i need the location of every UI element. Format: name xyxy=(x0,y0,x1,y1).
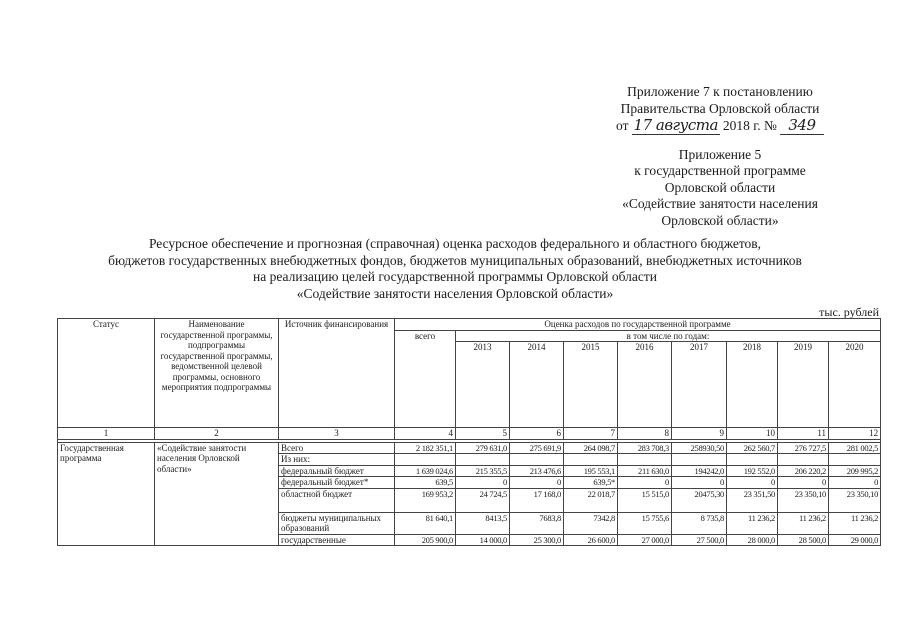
source-cell: государственные xyxy=(279,534,395,546)
value-cell: 192 552,0 xyxy=(727,465,778,477)
year-2014: 2014 xyxy=(510,342,564,428)
colnum-12: 12 xyxy=(829,428,881,440)
unit-label: тыс. рублей xyxy=(819,305,879,319)
value-cell: 8 735,8 xyxy=(672,512,727,534)
value-cell: 0 xyxy=(829,477,881,489)
value-cell xyxy=(727,454,778,466)
value-cell: 28 000,0 xyxy=(727,534,778,546)
value-cell: 23 350,10 xyxy=(778,488,829,512)
value-cell: 0 xyxy=(727,477,778,489)
source-cell: Из них: xyxy=(279,454,395,466)
year-2020: 2020 xyxy=(829,342,881,428)
value-cell: 639,5 xyxy=(395,477,456,489)
header-status: Статус xyxy=(58,319,155,428)
colnum-10: 10 xyxy=(727,428,778,440)
value-cell: 27 500,0 xyxy=(672,534,727,546)
document-title xyxy=(40,236,870,302)
year-2015: 2015 xyxy=(564,342,618,428)
value-cell: 25 300,0 xyxy=(510,534,564,546)
source-cell: федеральный бюджет* xyxy=(279,477,395,489)
value-cell: 0 xyxy=(778,477,829,489)
title-line4: «Содействие занятости населения Орловской области» xyxy=(296,285,614,301)
title-line3: на реализацию целей государственной программы Орловской области xyxy=(253,269,657,284)
date-year: 2018 г. № xyxy=(722,118,777,133)
source-cell: областной бюджет xyxy=(279,488,395,512)
value-cell: 26 600,0 xyxy=(564,534,618,546)
source-cell: бюджеты муниципальных образований xyxy=(279,512,395,534)
value-cell: 17 168,0 xyxy=(510,488,564,512)
title-line2: бюджетов государственных внебюджетных фондов, бюджетов муниципальных образований, внебюджетных источников xyxy=(108,252,802,268)
handwritten-date: 17 августа xyxy=(633,116,718,134)
value-cell: 27 000,0 xyxy=(618,534,672,546)
colnum-4: 4 xyxy=(395,428,456,440)
colnum-8: 8 xyxy=(618,428,672,440)
value-cell: 29 000,0 xyxy=(829,534,881,546)
appendix5-line5: Орловской области» xyxy=(661,212,779,228)
value-cell xyxy=(778,454,829,466)
value-cell: 11 236,2 xyxy=(727,512,778,534)
status-cell: Государственная программа xyxy=(58,442,155,546)
value-cell: 28 500,0 xyxy=(778,534,829,546)
header-estimate: Оценка расходов по государственной программе xyxy=(395,319,881,331)
source-cell: федеральный бюджет xyxy=(279,465,395,477)
value-cell: 213 476,6 xyxy=(510,465,564,477)
colnum-6: 6 xyxy=(510,428,564,440)
value-cell: 211 630,0 xyxy=(618,465,672,477)
value-cell xyxy=(564,454,618,466)
value-cell: 2 182 351,1 xyxy=(395,442,456,454)
value-cell: 81 640,1 xyxy=(395,512,456,534)
value-cell: 195 553,1 xyxy=(564,465,618,477)
value-cell: 205 900,0 xyxy=(395,534,456,546)
value-cell: 1 639 024,6 xyxy=(395,465,456,477)
year-2013: 2013 xyxy=(456,342,510,428)
column-number-row xyxy=(58,428,881,440)
date-prefix: от xyxy=(616,118,629,133)
handwritten-number: 349 xyxy=(780,117,824,135)
value-cell: 0 xyxy=(456,477,510,489)
year-2016: 2016 xyxy=(618,342,672,428)
appendix5-line1: Приложение 5 xyxy=(678,146,762,162)
value-cell: 23 351,50 xyxy=(727,488,778,512)
value-cell xyxy=(510,454,564,466)
year-2019: 2019 xyxy=(778,342,829,428)
table-row xyxy=(58,442,881,454)
colnum-9: 9 xyxy=(672,428,727,440)
value-cell: 22 018,7 xyxy=(564,488,618,512)
header-funding-source: Источник финансирования xyxy=(279,319,395,428)
value-cell: 24 724,5 xyxy=(456,488,510,512)
colnum-3: 3 xyxy=(279,428,395,440)
year-2018: 2018 xyxy=(727,342,778,428)
header-total: всего xyxy=(395,330,456,428)
header-years-group: в том числе по годам: xyxy=(456,330,881,342)
value-cell: 279 631,0 xyxy=(456,442,510,454)
value-cell: 639,5* xyxy=(564,477,618,489)
value-cell: 15 515,0 xyxy=(618,488,672,512)
value-cell: 209 995,2 xyxy=(829,465,881,477)
colnum-2: 2 xyxy=(155,428,279,440)
decree-date-line xyxy=(560,117,880,135)
colnum-11: 11 xyxy=(778,428,829,440)
value-cell: 275 691,9 xyxy=(510,442,564,454)
value-cell: 15 755,6 xyxy=(618,512,672,534)
value-cell: 7683,8 xyxy=(510,512,564,534)
value-cell: 283 708,3 xyxy=(618,442,672,454)
value-cell: 14 000,0 xyxy=(456,534,510,546)
colnum-5: 5 xyxy=(456,428,510,440)
value-cell xyxy=(395,454,456,466)
header-row-1 xyxy=(58,319,881,331)
value-cell: 23 350,10 xyxy=(829,488,881,512)
header-gap xyxy=(560,135,880,147)
program-name-cell: «Содействие занятости населения Орловской области» xyxy=(155,442,279,546)
value-cell: 258930,50 xyxy=(672,442,727,454)
value-cell: 20475,30 xyxy=(672,488,727,512)
colnum-1: 1 xyxy=(58,428,155,440)
value-cell: 169 953,2 xyxy=(395,488,456,512)
value-cell xyxy=(456,454,510,466)
colnum-7: 7 xyxy=(564,428,618,440)
value-cell xyxy=(618,454,672,466)
value-cell: 281 002,5 xyxy=(829,442,881,454)
value-cell: 206 220,2 xyxy=(778,465,829,477)
value-cell: 11 236,2 xyxy=(778,512,829,534)
value-cell: 0 xyxy=(618,477,672,489)
value-cell: 264 098,7 xyxy=(564,442,618,454)
appendix-header xyxy=(560,84,880,229)
value-cell xyxy=(672,454,727,466)
appendix5-line4: «Содействие занятости населения xyxy=(622,196,818,211)
value-cell: 262 560,7 xyxy=(727,442,778,454)
value-cell: 7342,8 xyxy=(564,512,618,534)
value-cell: 8413,5 xyxy=(456,512,510,534)
value-cell: 276 727,5 xyxy=(778,442,829,454)
appendix5-line3: Орловской области xyxy=(664,179,776,195)
resource-table xyxy=(57,318,881,546)
value-cell: 194242,0 xyxy=(672,465,727,477)
header-program-name: Наименование государственной программы, подпрограммы государственной программы, ведомственной целевой программы, основного мероприятия подпрограммы xyxy=(155,319,279,428)
appendix7-line2: Правительства Орловской области xyxy=(620,100,820,116)
year-2017: 2017 xyxy=(672,342,727,428)
source-cell: Всего xyxy=(279,442,395,454)
value-cell: 0 xyxy=(672,477,727,489)
title-line1: Ресурсное обеспечение и прогнозная (справочная) оценка расходов федерального и областного бюджетов, xyxy=(148,236,762,251)
value-cell: 11 236,2 xyxy=(829,512,881,534)
appendix7-line1: Приложение 7 к постановлению xyxy=(627,84,813,99)
appendix5-line2: к государственной программе xyxy=(634,163,806,178)
value-cell: 215 355,5 xyxy=(456,465,510,477)
value-cell xyxy=(829,454,881,466)
value-cell: 0 xyxy=(510,477,564,489)
